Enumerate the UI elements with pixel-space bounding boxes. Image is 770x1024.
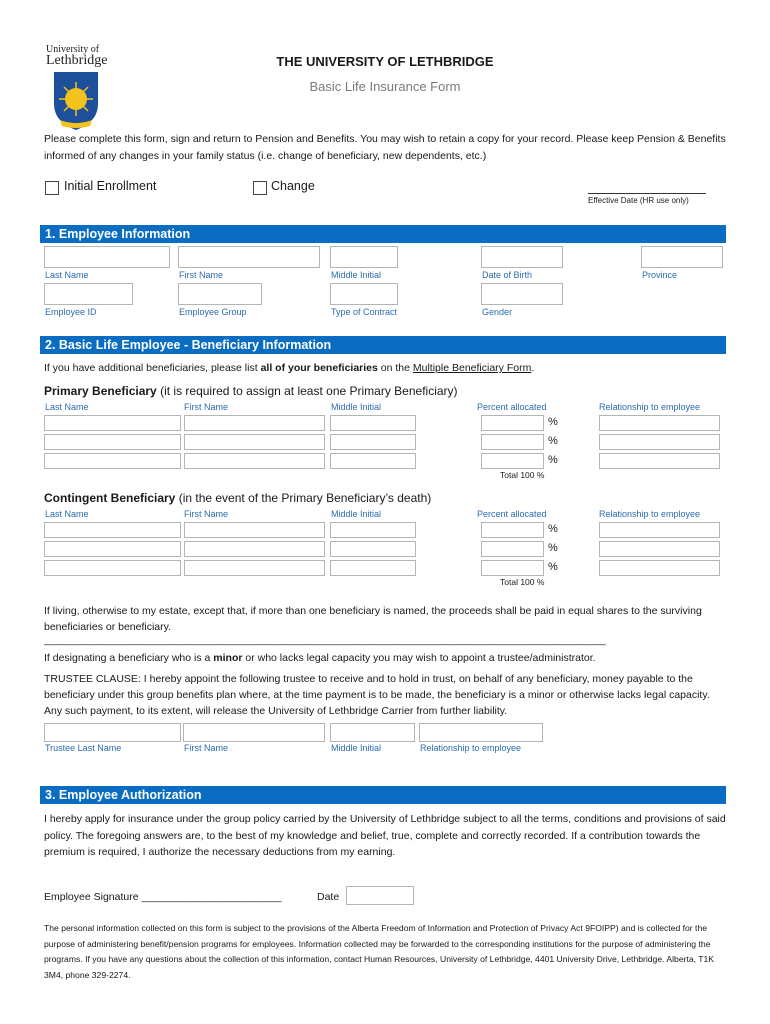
contingent-first-name-input-2[interactable] [184, 541, 325, 557]
primary-first-name-label: First Name [184, 402, 229, 412]
contingent-relationship-input-1[interactable] [599, 522, 720, 538]
section1-header: 1. Employee Information [40, 225, 726, 243]
contingent-last-name-label: Last Name [45, 509, 89, 519]
date-label: Date [317, 891, 340, 903]
contingent-heading-rest: (in the event of the Primary Beneficiary’s death) [175, 491, 432, 505]
contingent-middle-initial-input-1[interactable] [330, 522, 416, 538]
primary-last-name-label: Last Name [45, 402, 89, 412]
date-of-birth-input[interactable] [481, 246, 563, 268]
trustee-middle-initial-label: Middle Initial [331, 743, 382, 753]
primary-beneficiary-heading [44, 384, 458, 398]
primary-heading-rest: (it is required to assign at least one Primary Beneficiary) [156, 384, 458, 398]
employee-id-label: Employee ID [45, 307, 97, 317]
rule-line: _____________________________________________________________________________________________________ [44, 635, 606, 646]
effective-date-field[interactable] [588, 183, 706, 194]
minor-note [44, 650, 596, 666]
form-subtitle: Basic Life Insurance Form [309, 79, 461, 94]
primary-percent-allocated-input-2[interactable] [481, 434, 544, 450]
type-of-contract-input[interactable] [330, 283, 398, 305]
middle-initial-label: Middle Initial [331, 270, 382, 280]
employee-id-input[interactable] [44, 283, 133, 305]
note-end: . [531, 362, 535, 374]
minor-note-bold: minor [213, 652, 243, 664]
primary-percent-sign-3: % [548, 454, 558, 466]
contingent-middle-initial-label: Middle Initial [331, 509, 382, 519]
page-title: THE UNIVERSITY OF LETHBRIDGE [276, 54, 494, 69]
contingent-percent-allocated-input-2[interactable] [481, 541, 544, 557]
contingent-percent-sign-2: % [548, 542, 558, 554]
contingent-last-name-input-2[interactable] [44, 541, 181, 557]
contingent-beneficiary-heading [44, 491, 431, 505]
trustee-last-name-input[interactable] [44, 723, 181, 742]
logo-text-line2: Lethbridge [46, 53, 108, 68]
primary-percent-allocated-input-3[interactable] [481, 453, 544, 469]
contingent-first-name-label: First Name [184, 509, 229, 519]
employee-group-input[interactable] [178, 283, 262, 305]
contingent-percent-sign-1: % [548, 523, 558, 535]
primary-first-name-input-3[interactable] [184, 453, 325, 469]
contingent-percent-allocated-input-1[interactable] [481, 522, 544, 538]
minor-note-post: or who lacks legal capacity you may wish to appoint a trustee/administrator. [242, 652, 596, 664]
primary-middle-initial-input-2[interactable] [330, 434, 416, 450]
last-name-input[interactable] [44, 246, 170, 268]
minor-note-pre: If designating a beneficiary who is a [44, 652, 214, 664]
type-of-contract-label: Type of Contract [331, 307, 398, 317]
primary-percent-allocated-label: Percent allocated [477, 402, 547, 412]
province-input[interactable] [641, 246, 723, 268]
contingent-relationship-label: Relationship to employee [599, 509, 701, 519]
primary-heading-bold: Primary Beneficiary [44, 384, 157, 398]
primary-last-name-input-1[interactable] [44, 415, 181, 431]
date-of-birth-label: Date of Birth [482, 270, 533, 280]
additional-beneficiaries-note [44, 360, 534, 376]
section2-header: 2. Basic Life Employee - Beneficiary Information [40, 336, 726, 354]
first-name-input[interactable] [178, 246, 320, 268]
primary-last-name-input-3[interactable] [44, 453, 181, 469]
effective-date-label: Effective Date (HR use only) [588, 196, 689, 205]
contingent-last-name-input-1[interactable] [44, 522, 181, 538]
primary-first-name-input-2[interactable] [184, 434, 325, 450]
primary-middle-initial-label: Middle Initial [331, 402, 382, 412]
intro-text: Please complete this form, sign and return to Pension and Benefits. You may wish to retain a copy for your record. Please keep Pension & Benefits informed of any changes in your family status (i.e. change of beneficiary, new dependents, etc.) [44, 133, 726, 162]
trustee-first-name-label: First Name [184, 743, 229, 753]
note-text: If you have additional beneficiaries, please list [44, 362, 261, 374]
contingent-middle-initial-input-2[interactable] [330, 541, 416, 557]
primary-last-name-input-2[interactable] [44, 434, 181, 450]
primary-relationship-input-1[interactable] [599, 415, 720, 431]
estate-text: If living, otherwise to my estate, except that, if more than one beneficiary is named, the proceeds shall be paid in equal shares to the surviving beneficiaries or beneficiary. [44, 605, 702, 633]
contingent-percent-allocated-input-3[interactable] [481, 560, 544, 576]
gender-input[interactable] [481, 283, 563, 305]
privacy-notice: The personal information collected on this form is subject to the provisions of the Alberta Freedom of Information and Protection of Privacy Act 9FOIPP) and is collected for the purpose of administering benefit/pension programs for employees. Information collected may be forwarded to the corresponding institutions for the purpose of administering the programs. If you have any questions about the collection of this information, contact Human Resources, University of Lethbridge, 4401 University Drive, Lethbridge. Alberta, T1K 3M4, phone 329-2274. [44, 923, 715, 980]
contingent-relationship-input-3[interactable] [599, 560, 720, 576]
contingent-first-name-input-3[interactable] [184, 560, 325, 576]
employee-group-label: Employee Group [179, 307, 247, 317]
trustee-middle-initial-input[interactable] [330, 723, 415, 742]
contingent-percent-sign-3: % [548, 561, 558, 573]
change-checkbox[interactable] [253, 181, 267, 195]
first-name-label: First Name [179, 270, 224, 280]
primary-total-label: Total 100 % [500, 470, 545, 480]
change-label: Change [271, 179, 315, 193]
province-label: Province [642, 270, 678, 280]
contingent-middle-initial-input-3[interactable] [330, 560, 416, 576]
primary-relationship-input-2[interactable] [599, 434, 720, 450]
trustee-relationship-label: Relationship to employee [420, 743, 522, 753]
initial-enrollment-checkbox[interactable] [45, 181, 59, 195]
trustee-relationship-input[interactable] [419, 723, 543, 742]
primary-relationship-input-3[interactable] [599, 453, 720, 469]
contingent-last-name-input-3[interactable] [44, 560, 181, 576]
contingent-relationship-input-2[interactable] [599, 541, 720, 557]
gender-label: Gender [482, 307, 513, 317]
authorization-text: I hereby apply for insurance under the group policy carried by the University of Lethbridge subject to all the terms, conditions and provisions of said policy. The foregoing answers are, to the best of my knowledge and belief, true, complete and correctly recorded. If a contribution towards the premium is required, I authorize the necessary deductions from my earning. [44, 813, 726, 858]
primary-percent-sign-2: % [548, 435, 558, 447]
signature-label: Employee Signature ________________________ [44, 891, 282, 903]
section3-header: 3. Employee Authorization [40, 786, 726, 804]
contingent-percent-allocated-label: Percent allocated [477, 509, 547, 519]
middle-initial-input[interactable] [330, 246, 398, 268]
multiple-beneficiary-form-link[interactable]: Multiple Beneficiary Form [412, 362, 532, 374]
contingent-first-name-input-1[interactable] [184, 522, 325, 538]
primary-middle-initial-input-3[interactable] [330, 453, 416, 469]
note-bold: all of your beneficiaries [260, 362, 378, 374]
primary-middle-initial-input-1[interactable] [330, 415, 416, 431]
logo-text-line1: University of [46, 44, 100, 55]
trustee-clause: TRUSTEE CLAUSE: I hereby appoint the following trustee to receive and to hold in trust, on behalf of any beneficiary, money payable to the beneficiary under this group benefits plan where, at the time payment is to be made, the beneficiary is a minor or otherwise lacks legal capacity. Any such payment, to its extent, will release the University of Lethbridge Carrier from further liability. [44, 673, 710, 717]
contingent-total-label: Total 100 % [500, 577, 545, 587]
contingent-heading-bold: Contingent Beneficiary [44, 491, 176, 505]
signature-date-input[interactable] [346, 886, 414, 905]
trustee-last-name-label: Trustee Last Name [45, 743, 122, 753]
trustee-first-name-input[interactable] [183, 723, 325, 742]
last-name-label: Last Name [45, 270, 89, 280]
primary-percent-allocated-input-1[interactable] [481, 415, 544, 431]
primary-relationship-label: Relationship to employee [599, 402, 701, 412]
primary-percent-sign-1: % [548, 416, 558, 428]
note-text-mid: on the [377, 362, 413, 374]
primary-first-name-input-1[interactable] [184, 415, 325, 431]
initial-enrollment-label: Initial Enrollment [64, 179, 157, 193]
